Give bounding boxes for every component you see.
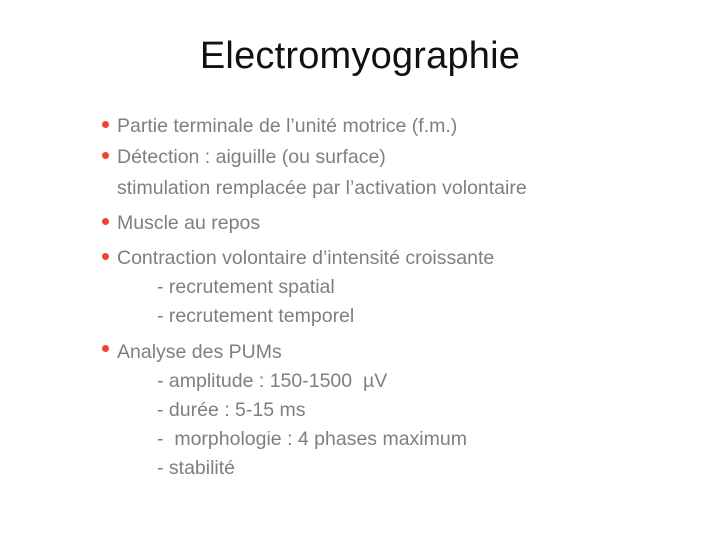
slide-title: Electromyographie: [199, 35, 521, 77]
sub-item: - durée : 5-15 ms: [157, 399, 306, 421]
sub-item: - stabilité: [157, 457, 236, 479]
bullet-icon: [102, 253, 109, 260]
bullet-item-4: Contraction volontaire d’intensité croissante: [117, 247, 495, 269]
sub-item: - amplitude : 150-1500 µV: [157, 370, 388, 392]
bullet-icon: [102, 218, 109, 225]
bullet-icon: [102, 121, 109, 128]
bullet-icon: [102, 345, 109, 352]
bullet-item-2-continuation: stimulation remplacée par l’activation volontaire: [117, 177, 527, 199]
sub-item: - morphologie : 4 phases maximum: [157, 428, 467, 450]
bullet-item-3: Muscle au repos: [117, 212, 261, 234]
bullet-item-1: Partie terminale de l’unité motrice (f.m.): [117, 115, 458, 137]
bullet-item-2: Détection : aiguille (ou surface): [117, 146, 386, 168]
sub-item: - recrutement spatial: [157, 276, 335, 298]
bullet-icon: [102, 152, 109, 159]
sub-item: - recrutement temporel: [157, 305, 355, 327]
bullet-item-5: Analyse des PUMs: [117, 341, 282, 363]
